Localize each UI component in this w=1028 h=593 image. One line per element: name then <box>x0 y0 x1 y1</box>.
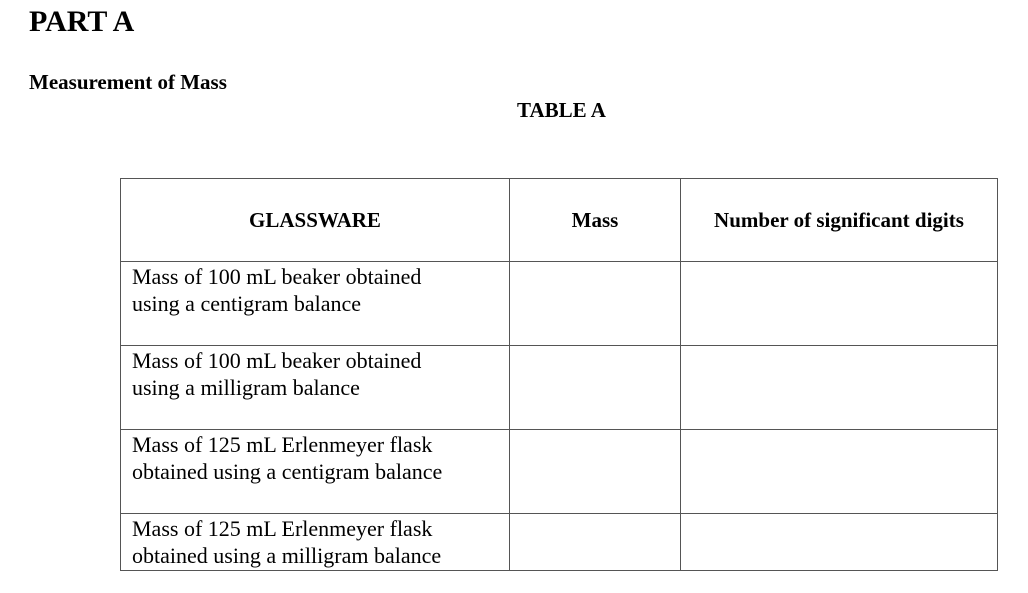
table-row <box>121 430 998 514</box>
glassware-line: obtained using a milligram balance <box>132 543 442 568</box>
glassware-cell <box>121 430 510 514</box>
mass-cell[interactable] <box>510 514 681 571</box>
measurement-table <box>120 178 998 571</box>
glassware-line: Mass of 100 mL beaker obtained <box>132 264 422 289</box>
sig-digits-cell[interactable] <box>681 514 998 571</box>
glassware-cell <box>121 346 510 430</box>
header-mass: Mass <box>510 179 681 262</box>
table-caption: TABLE A <box>517 98 606 122</box>
mass-cell[interactable] <box>510 262 681 346</box>
sig-digits-cell[interactable] <box>681 346 998 430</box>
part-title: PART A <box>29 5 135 38</box>
sig-digits-cell[interactable] <box>681 262 998 346</box>
header-significant-digits: Number of significant digits <box>681 179 998 262</box>
mass-cell[interactable] <box>510 430 681 514</box>
glassware-line: Mass of 100 mL beaker obtained <box>132 348 422 373</box>
header-glassware: GLASSWARE <box>121 179 510 262</box>
glassware-cell <box>121 514 510 571</box>
glassware-cell <box>121 262 510 346</box>
mass-cell[interactable] <box>510 346 681 430</box>
glassware-line: using a centigram balance <box>132 291 362 316</box>
glassware-line: obtained using a centigram balance <box>132 459 443 484</box>
sig-digits-cell[interactable] <box>681 430 998 514</box>
glassware-line: Mass of 125 mL Erlenmeyer flask <box>132 432 433 457</box>
glassware-line: using a milligram balance <box>132 375 360 400</box>
table-row <box>121 262 998 346</box>
table-row <box>121 514 998 571</box>
section-title: Measurement of Mass <box>29 70 227 94</box>
table-row <box>121 346 998 430</box>
glassware-line: Mass of 125 mL Erlenmeyer flask <box>132 516 433 541</box>
table-header-row <box>121 179 998 262</box>
